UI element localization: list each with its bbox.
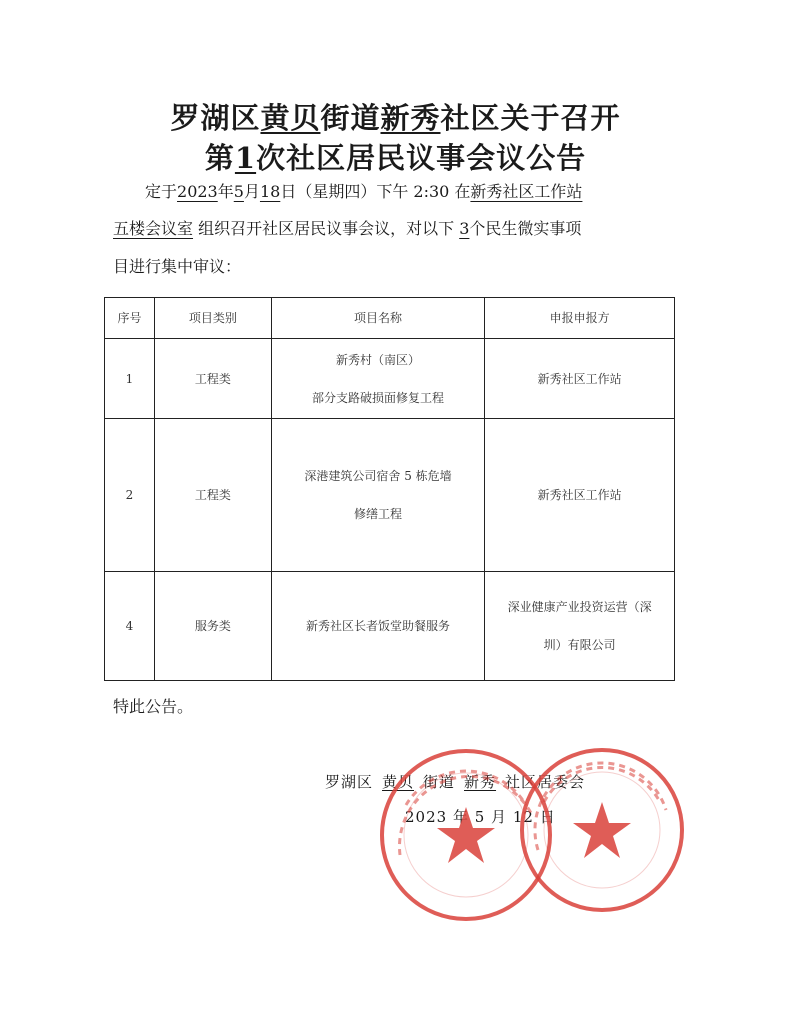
meeting-location: 新秀社区工作站 — [470, 182, 583, 201]
row-category: 服务类 — [154, 572, 271, 681]
applicant-line: 圳）有限公司 — [543, 638, 616, 652]
project-name-line: 新秀社区长者饭堂助餐服务 — [306, 619, 451, 633]
row-applicant — [485, 572, 675, 681]
notice-text: 特此公告。 — [113, 697, 194, 716]
body-paragraph-line-2 — [113, 217, 683, 240]
meeting-day: 18 — [259, 182, 281, 201]
date-text: 年 — [447, 808, 475, 826]
title-text: 次社区居民议事会议公告 — [256, 141, 587, 175]
seal-stamp-icon — [516, 744, 688, 916]
applicant-line: 深业健康产业投资运营（深 — [507, 600, 652, 614]
title-text: 罗湖区 — [170, 101, 261, 135]
row-number: 4 — [105, 572, 155, 681]
header-category: 项目类别 — [154, 298, 271, 339]
signature-text: 罗湖区 — [325, 773, 374, 791]
title-district: 黄贝 — [260, 101, 321, 135]
meeting-room: 五楼会议室 — [113, 219, 194, 238]
header-number: 序号 — [105, 298, 155, 339]
signature-community: 新秀 — [464, 773, 497, 791]
title-text: 社区关于召开 — [440, 101, 621, 135]
meeting-month: 5 — [233, 182, 244, 201]
row-applicant — [485, 339, 675, 419]
date-text: 月 — [485, 808, 513, 826]
date-month: 5 — [474, 808, 486, 826]
row-category: 工程类 — [154, 339, 271, 419]
project-name-line: 部分支路破损面修复工程 — [312, 390, 445, 405]
meeting-number: 1 — [234, 141, 257, 175]
signature-district: 黄贝 — [382, 773, 415, 791]
table-row — [105, 339, 675, 419]
project-name-line: 修缮工程 — [354, 507, 403, 521]
title-line-2 — [0, 136, 791, 177]
body-text: 日（星期四）下午 2:30 在 — [280, 182, 471, 201]
row-applicant — [485, 419, 675, 572]
body-text: 年 — [217, 182, 234, 201]
table-row — [105, 572, 675, 681]
date-year: 2023 — [405, 808, 448, 826]
signature-text: 街道 — [423, 773, 456, 791]
project-name-line: 新秀村（南区） — [336, 352, 421, 367]
body-paragraph-line-3 — [113, 255, 683, 278]
body-text: 组织召开社区居民议事会议，对以下 — [193, 219, 460, 238]
title-text: 街道 — [320, 101, 381, 135]
body-text: 个民生微实事项 — [469, 219, 582, 238]
row-project-name — [271, 572, 485, 681]
row-project-name — [271, 339, 485, 419]
body-text: 定于 — [145, 182, 178, 201]
signature-text: 社区居委会 — [505, 773, 586, 791]
project-table — [104, 297, 675, 681]
project-count: 3 — [459, 219, 470, 238]
row-project-name — [271, 419, 485, 572]
table-row — [105, 419, 675, 572]
applicant-line: 新秀社区工作站 — [537, 371, 622, 386]
body-paragraph-line-1 — [113, 180, 683, 203]
row-number: 2 — [105, 419, 155, 572]
meeting-year: 2023 — [177, 182, 218, 201]
title-line-1 — [0, 96, 791, 137]
row-category: 工程类 — [154, 419, 271, 572]
row-number: 1 — [105, 339, 155, 419]
body-text: 目进行集中审议： — [113, 257, 242, 276]
body-text: 月 — [243, 182, 260, 201]
header-project-name: 项目名称 — [271, 298, 485, 339]
header-applicant: 申报申报方 — [485, 298, 675, 339]
title-community: 新秀 — [380, 101, 441, 135]
date-text: 日 — [533, 808, 556, 826]
title-text: 第 — [204, 141, 235, 175]
table-header-row — [105, 298, 675, 339]
date-day: 12 — [512, 808, 534, 826]
project-name-line: 深港建筑公司宿舍 5 栋危墙 — [304, 469, 452, 483]
applicant-line: 新秀社区工作站 — [537, 488, 622, 502]
